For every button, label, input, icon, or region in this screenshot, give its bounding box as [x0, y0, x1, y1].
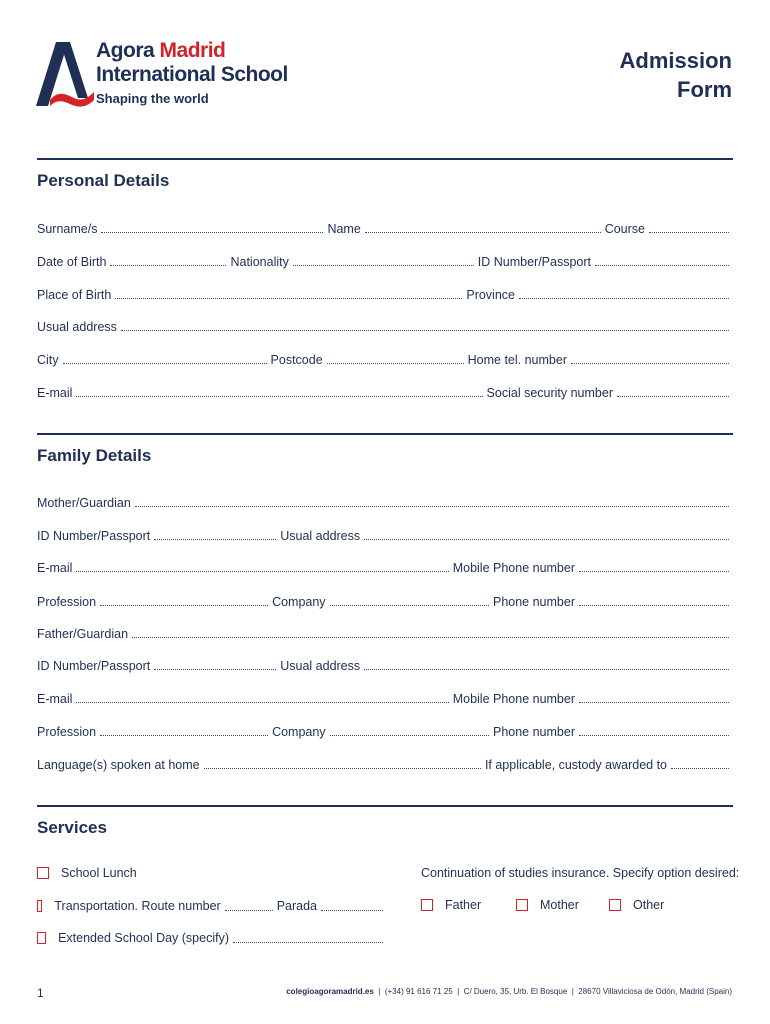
field-pob[interactable]: [115, 298, 462, 299]
row-mother-profession: [37, 591, 733, 609]
label-father-profession: Profession: [37, 725, 97, 739]
label-id: ID Number/Passport: [477, 255, 591, 269]
logo-school: International School: [96, 63, 288, 86]
row-dob-nationality-id: [37, 251, 733, 269]
field-parada[interactable]: [321, 910, 383, 911]
field-languages[interactable]: [204, 768, 481, 769]
row-mother-id-address: [37, 525, 733, 543]
row-father-id-address: [37, 655, 733, 673]
field-mother[interactable]: [135, 506, 729, 507]
section-divider-personal: [37, 158, 733, 160]
insurance-mother[interactable]: [516, 898, 579, 912]
page-title: [620, 46, 732, 104]
field-father-email[interactable]: [76, 702, 448, 703]
service-extended: [37, 930, 387, 946]
logo-name: [96, 40, 225, 62]
field-postcode[interactable]: [327, 363, 464, 364]
field-address[interactable]: [121, 330, 729, 331]
footer-website: colegioagoramadrid.es: [286, 987, 374, 996]
field-father-company[interactable]: [330, 735, 489, 736]
label-custody: If applicable, custody awarded to: [484, 758, 667, 772]
row-mother: [37, 492, 733, 510]
field-father-id[interactable]: [154, 669, 276, 670]
section-divider-services: [37, 805, 733, 807]
label-mother-id: ID Number/Passport: [37, 529, 151, 543]
field-extended[interactable]: [233, 942, 383, 943]
label-father-phone: Phone number: [492, 725, 575, 739]
insurance-father[interactable]: [421, 898, 481, 912]
row-address: [37, 316, 733, 334]
label-mother-company: Company: [272, 595, 326, 609]
row-email-ssn: [37, 382, 733, 400]
field-ssn[interactable]: [617, 396, 729, 397]
insurance-label: Continuation of studies insurance. Specify option desired:: [421, 866, 740, 880]
insurance-other[interactable]: [609, 898, 664, 912]
label-course: Course: [604, 222, 645, 236]
field-id[interactable]: [595, 265, 729, 266]
extended-checkbox[interactable]: [37, 932, 46, 944]
footer-street: C/ Duero, 35, Urb. El Bosque: [463, 987, 568, 996]
field-mother-profession[interactable]: [100, 605, 268, 606]
label-city: City: [37, 353, 59, 367]
field-dob[interactable]: [110, 265, 226, 266]
field-mother-company[interactable]: [330, 605, 489, 606]
insurance-father-label: Father: [445, 898, 482, 912]
section-title-personal: Personal Details: [37, 171, 170, 190]
section-divider-family: [37, 433, 733, 435]
lunch-label: School Lunch: [61, 866, 137, 880]
row-surname-name-course: [37, 218, 733, 236]
label-mother-phone: Phone number: [492, 595, 575, 609]
field-province[interactable]: [519, 298, 729, 299]
row-father-email-mobile: [37, 688, 733, 706]
insurance-mother-label: Mother: [540, 898, 579, 912]
label-address: Usual address: [37, 320, 117, 334]
row-mother-email-mobile: [37, 557, 733, 575]
label-mother-mobile: Mobile Phone number: [452, 561, 575, 575]
label-father-address: Usual address: [280, 659, 361, 673]
field-father-address[interactable]: [364, 669, 729, 670]
label-mother: Mother/Guardian: [37, 496, 131, 510]
logo-name-madrid: Madrid: [159, 39, 226, 62]
label-languages: Language(s) spoken at home: [37, 758, 200, 772]
field-mother-phone[interactable]: [579, 605, 729, 606]
row-father: [37, 623, 733, 641]
transport-label: Transportation. Route number: [54, 899, 221, 913]
footer-contact: colegioagoramadrid.es | (+34) 91 616 71 25 | C/ Duero, 35, Urb. El Bosque | 28670 Villaviciosa de Odón, Madrid (Spain): [286, 987, 732, 996]
label-surname: Surname/s: [37, 222, 98, 236]
field-city[interactable]: [63, 363, 267, 364]
label-father-mobile: Mobile Phone number: [452, 692, 575, 706]
logo-name-agora: Agora: [96, 39, 155, 62]
field-email[interactable]: [76, 396, 482, 397]
transport-checkbox[interactable]: [37, 900, 42, 912]
section-title-services: Services: [37, 818, 107, 837]
field-father-phone[interactable]: [579, 735, 729, 736]
field-father[interactable]: [132, 637, 729, 638]
field-father-profession[interactable]: [100, 735, 268, 736]
field-hometel[interactable]: [571, 363, 729, 364]
label-mother-address: Usual address: [280, 529, 361, 543]
page-number: 1: [37, 986, 44, 1000]
lunch-checkbox[interactable]: [37, 867, 49, 879]
field-mother-email[interactable]: [76, 571, 448, 572]
label-ssn: Social security number: [486, 386, 613, 400]
service-lunch[interactable]: [37, 866, 137, 880]
section-title-family: Family Details: [37, 446, 152, 465]
label-father-id: ID Number/Passport: [37, 659, 151, 673]
parada-label: Parada: [276, 899, 317, 913]
row-father-profession: [37, 721, 733, 739]
title-line-2: Form: [677, 77, 732, 102]
label-nationality: Nationality: [230, 255, 289, 269]
field-surname[interactable]: [101, 232, 323, 233]
field-mother-id[interactable]: [154, 539, 276, 540]
footer-phone: (+34) 91 616 71 25: [384, 987, 453, 996]
label-province: Province: [466, 288, 515, 302]
label-father-company: Company: [272, 725, 326, 739]
label-name: Name: [327, 222, 361, 236]
insurance-other-checkbox[interactable]: [609, 899, 621, 911]
label-father: Father/Guardian: [37, 627, 129, 641]
label-mother-profession: Profession: [37, 595, 97, 609]
field-nationality[interactable]: [293, 265, 474, 266]
row-languages-custody: [37, 754, 733, 772]
label-dob: Date of Birth: [37, 255, 107, 269]
field-father-mobile[interactable]: [579, 702, 729, 703]
label-father-email: E-mail: [37, 692, 73, 706]
extended-label: Extended School Day (specify): [58, 931, 229, 945]
label-mother-email: E-mail: [37, 561, 73, 575]
field-name[interactable]: [365, 232, 601, 233]
insurance-mother-checkbox[interactable]: [516, 899, 528, 911]
field-route-number[interactable]: [225, 910, 273, 911]
row-pob-province: [37, 284, 733, 302]
row-city-postcode-tel: [37, 349, 733, 367]
field-mother-address[interactable]: [364, 539, 729, 540]
logo-mark: [36, 42, 94, 108]
insurance-father-checkbox[interactable]: [421, 899, 433, 911]
footer-city: 28670 Villaviciosa de Odón, Madrid (Spain): [578, 987, 732, 996]
insurance-other-label: Other: [633, 898, 665, 912]
label-postcode: Postcode: [270, 353, 323, 367]
field-course[interactable]: [649, 232, 729, 233]
label-hometel: Home tel. number: [467, 353, 567, 367]
title-line-1: Admission: [619, 48, 732, 73]
label-email: E-mail: [37, 386, 73, 400]
field-mother-mobile[interactable]: [579, 571, 729, 572]
service-transport: [37, 898, 387, 914]
label-pob: Place of Birth: [37, 288, 112, 302]
field-custody[interactable]: [671, 768, 729, 769]
logo-tagline: Shaping the world: [96, 91, 209, 106]
